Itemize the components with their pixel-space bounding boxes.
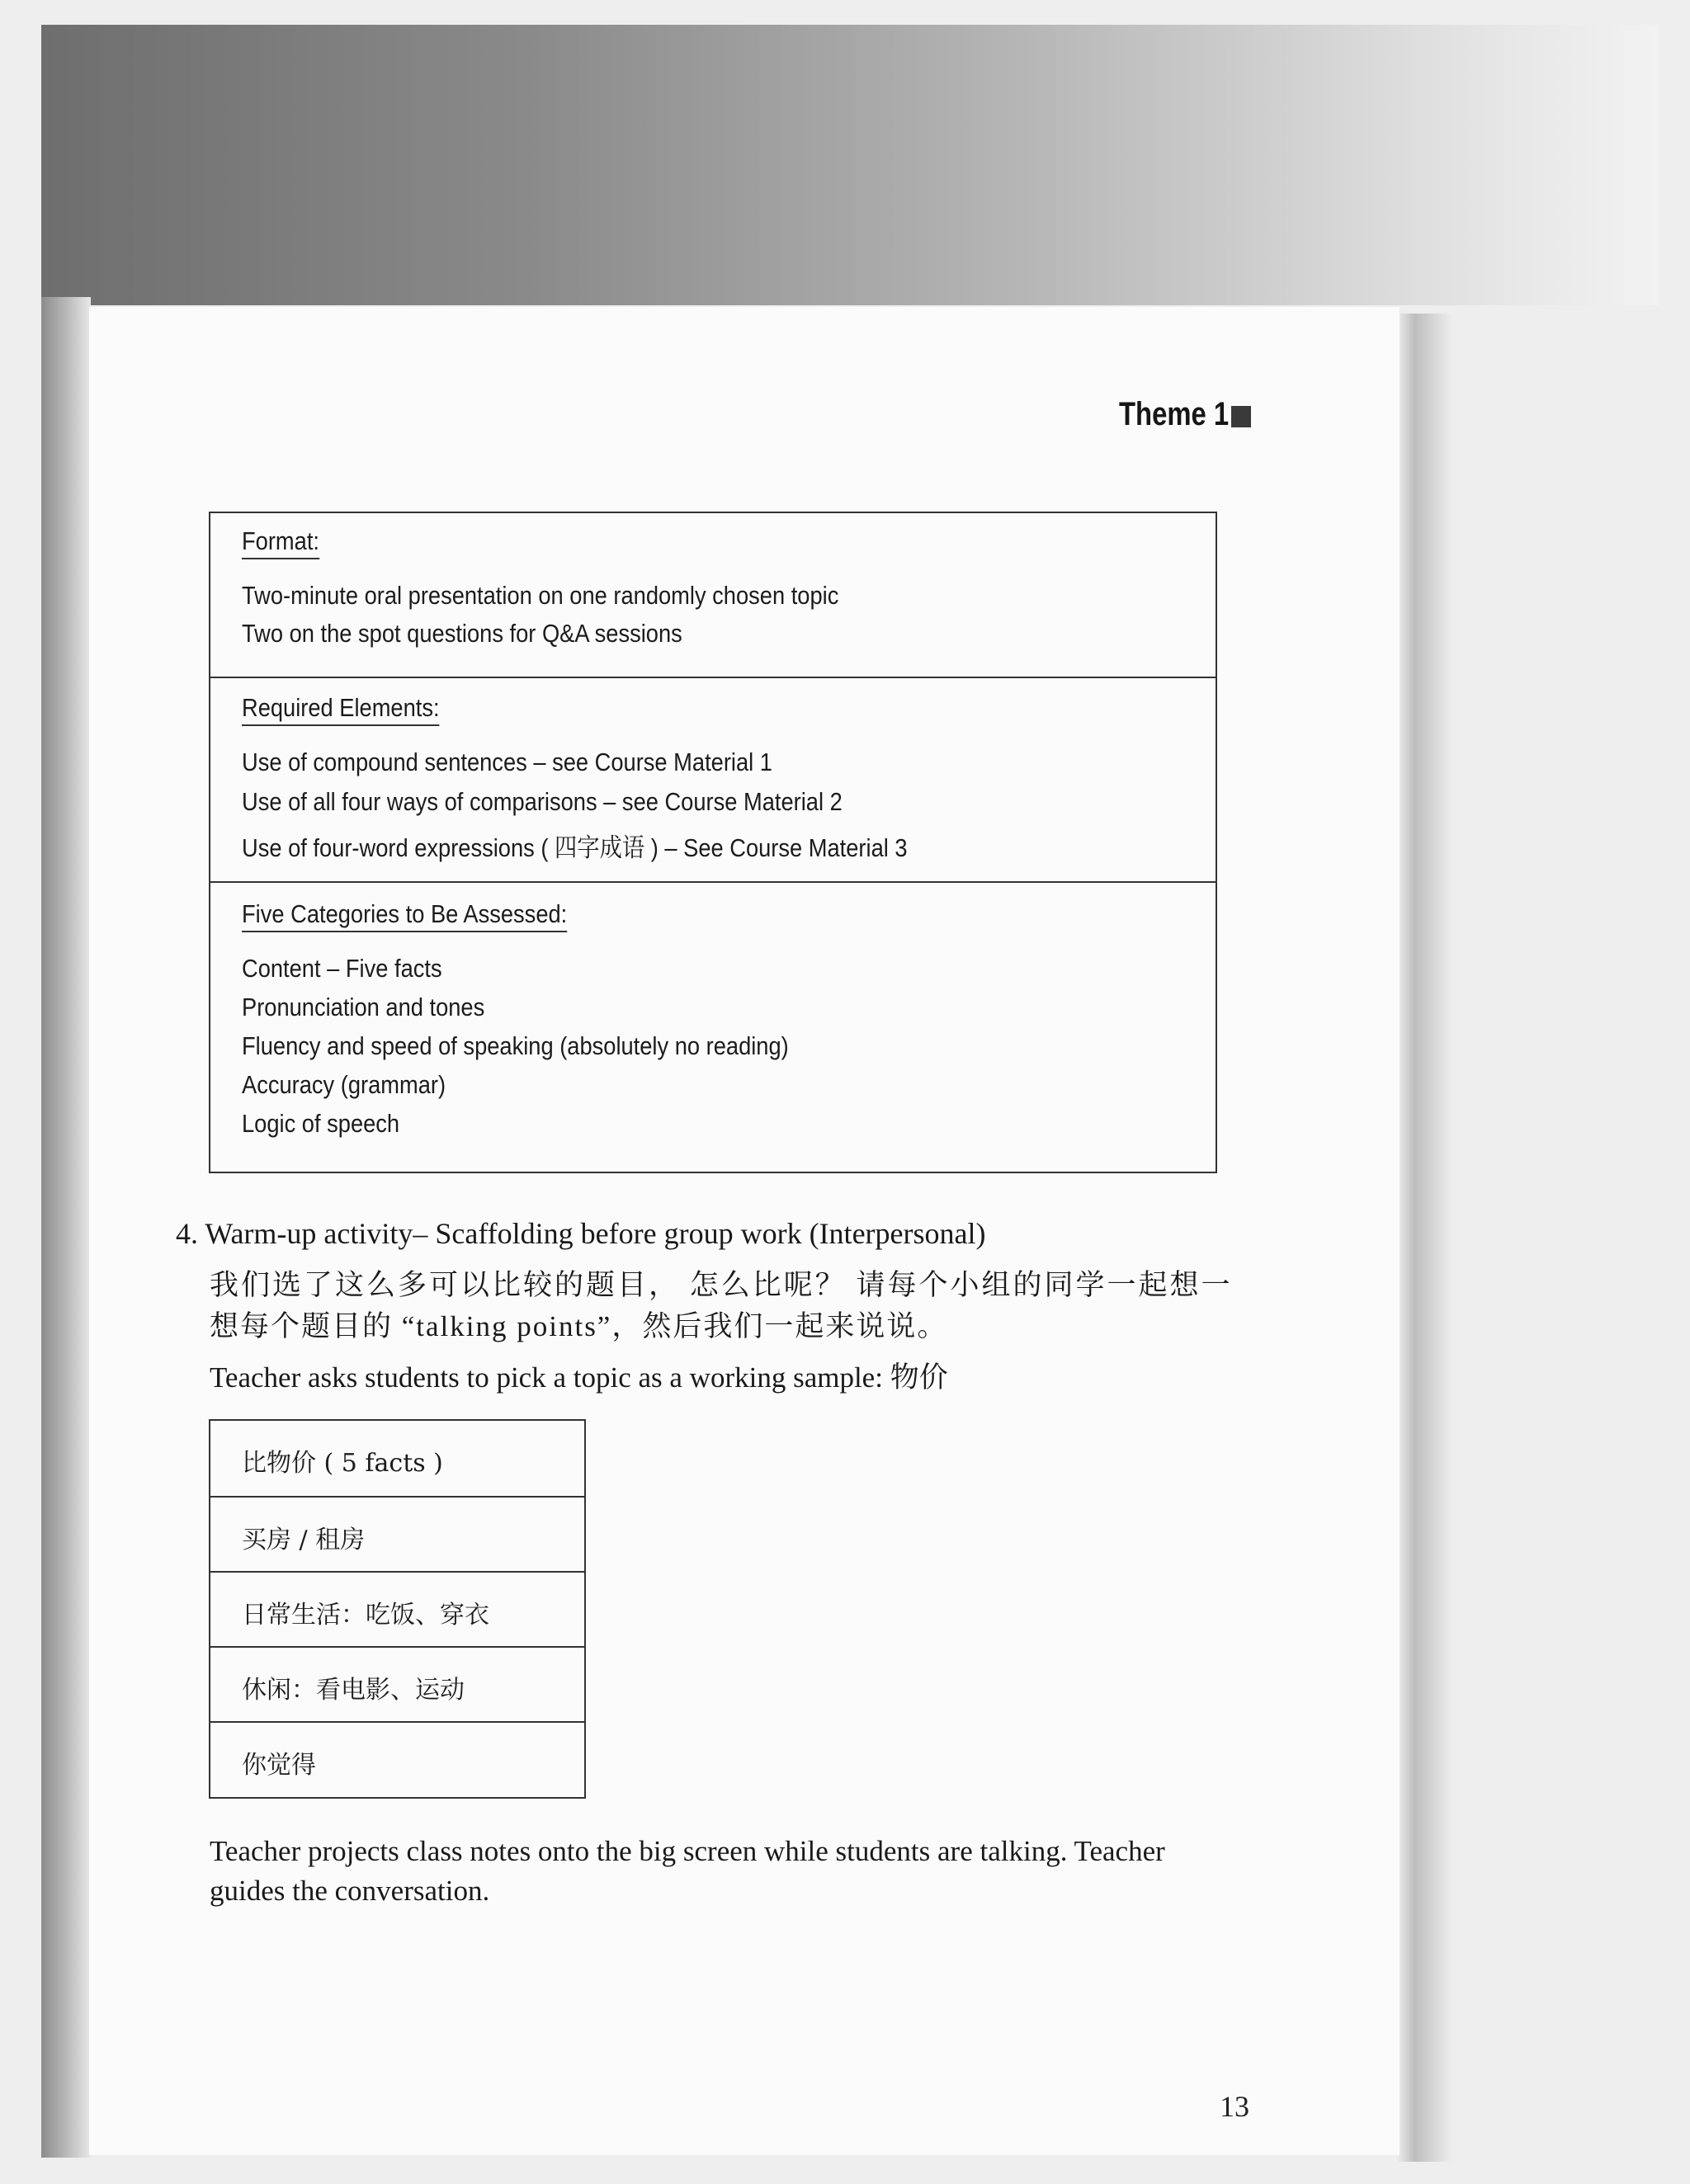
table-row [210, 1571, 584, 1646]
activity-chinese-line: 我们选了这么多可以比较的题目， 怎么比呢？ 请每个小组的同学一起想一 [210, 1269, 1233, 1301]
table-cell: 买房 / 租房 [242, 1526, 366, 1554]
table-row [210, 1496, 584, 1571]
table-row [210, 1421, 584, 1496]
table-cell: 日常生活：吃饭、穿衣 [242, 1601, 489, 1630]
category-line: Pronunciation and tones [242, 993, 485, 1021]
table-cell: 休闲：看电影、运动 [242, 1676, 465, 1705]
activity-sample-line: Teacher asks students to pick a topic as a working sample: 物价 [210, 1361, 948, 1394]
required-line: Use of four-word expressions ( 四字成语 ) – See Course Material 3 [242, 833, 908, 862]
category-line: Logic of speech [242, 1109, 400, 1138]
table-cell: 比物价 ( 5 facts ) [242, 1449, 443, 1478]
categories-heading: Five Categories to Be Assessed: [242, 899, 567, 932]
page-number: 13 [1220, 2090, 1249, 2123]
rubric-box [209, 512, 1217, 1173]
table-cell: 你觉得 [242, 1751, 316, 1780]
rubric-categories-section [210, 883, 1216, 1172]
scan-shadow-left [41, 297, 91, 2158]
activity-title: 4. Warm-up activity– Scaffolding before group work (Interpersonal) [176, 1217, 986, 1250]
notes-line: Teacher projects class notes onto the big screen while students are talking. Teacher [210, 1835, 1165, 1867]
required-line: Use of compound sentences – see Course Material 1 [242, 748, 772, 776]
table-row [210, 1721, 584, 1797]
scan-shadow-top [41, 25, 1659, 305]
facts-table [209, 1419, 586, 1799]
format-line: Two-minute oral presentation on one randomly chosen topic [242, 581, 839, 610]
header-square-icon [1231, 406, 1251, 427]
running-header: Theme 1 [1119, 396, 1230, 432]
format-line: Two on the spot questions for Q&A sessions [242, 619, 682, 648]
notes-line: guides the conversation. [210, 1875, 490, 1907]
table-row [210, 1646, 584, 1721]
format-heading: Format: [242, 526, 319, 559]
rubric-required-section [210, 678, 1216, 881]
activity-chinese-line: 想每个题目的 “talking points”，然后我们一起来说说。 [210, 1310, 948, 1342]
category-line: Content – Five facts [242, 954, 442, 983]
category-line: Fluency and speed of speaking (absolutely no reading) [242, 1031, 789, 1060]
required-heading: Required Elements: [242, 693, 440, 726]
category-line: Accuracy (grammar) [242, 1070, 446, 1099]
scan-shadow-right [1395, 314, 1452, 2162]
rubric-format-section [210, 513, 1216, 677]
required-line: Use of all four ways of comparisons – see Course Material 2 [242, 787, 843, 816]
